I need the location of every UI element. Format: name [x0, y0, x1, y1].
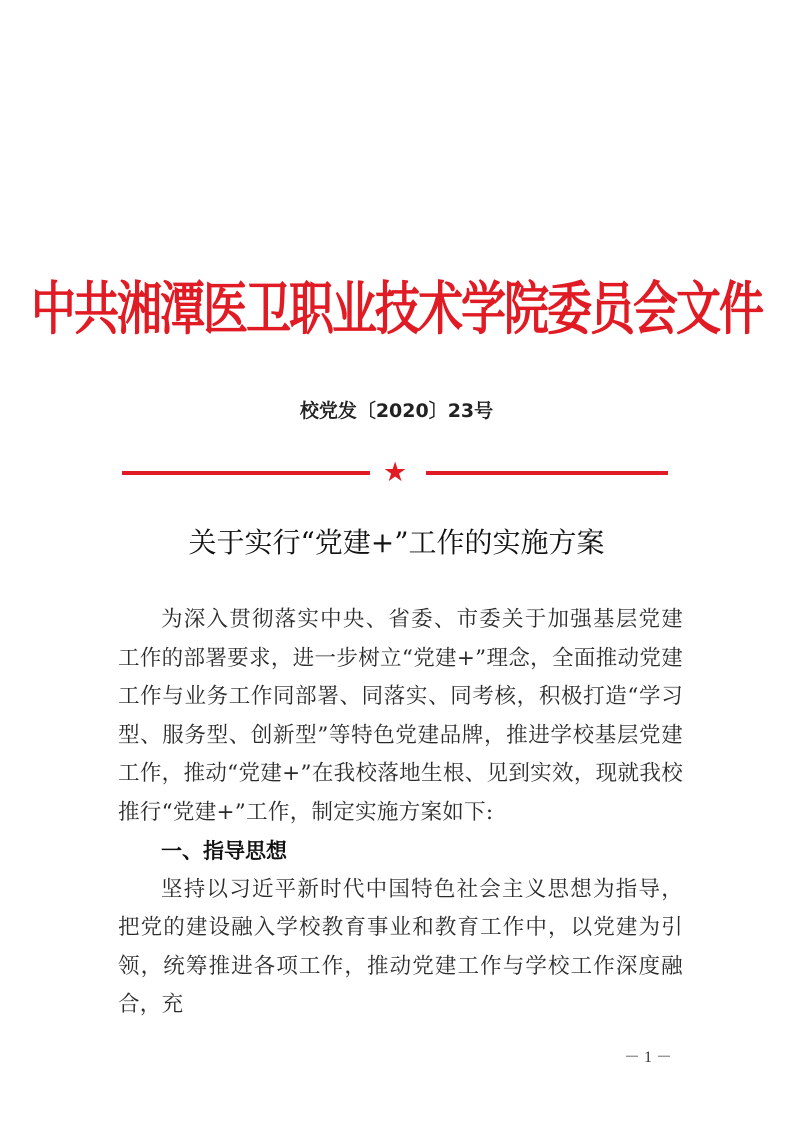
section-paragraph: 坚持以习近平新时代中国特色社会主义思想为指导，把党的建设融入学校教育事业和教育工作中，以党建为引领，统筹推进各项工作，推动党建工作与学校工作深度融合，充	[118, 876, 683, 1017]
document-title: 关于实行“党建+”工作的实施方案	[188, 526, 605, 559]
red-header-title: 中共湘潭医卫职业技术学院委员会文件	[30, 274, 762, 343]
intro-paragraph: 为深入贯彻落实中央、省委、市委关于加强基层党建工作的部署要求，进一步树立“党建+”理念，全面推动党建工作与业务工作同部署、同落实、同考核，积极打造“学习型、服务型、创新型”等特色党建品牌，推进学校基层党建工作，推动“党建+”在我校落地生根、见到实效，现就我校推行“党建+”工作，制定实施方案如下:	[118, 607, 683, 825]
page-number: － 1 －	[624, 1049, 673, 1066]
document-number: 校党发〔2020〕23号	[299, 400, 494, 422]
divider-line-right	[426, 471, 668, 475]
document-body	[118, 601, 683, 1025]
section-heading: 一、指导思想	[161, 839, 287, 863]
star-icon: ★	[383, 457, 408, 488]
red-divider	[122, 457, 668, 488]
divider-line-left	[122, 471, 370, 475]
